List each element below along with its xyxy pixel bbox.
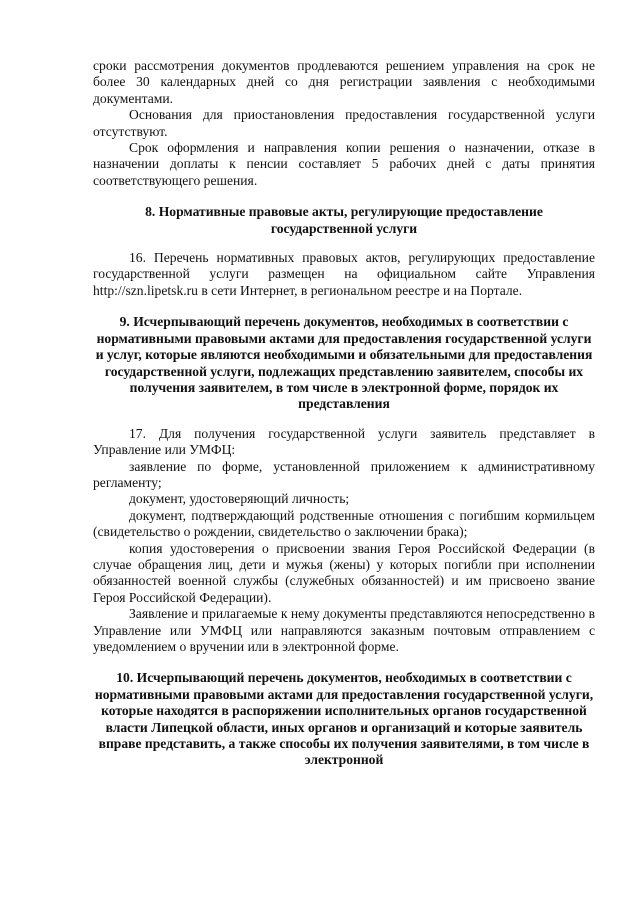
section-8-heading: 8. Нормативные правовые акты, регулирующие предоставление государственной услуги [145,204,543,236]
list-item: копия удостоверения о присвоении звания Героя Российской Федерации (в случае обращения лиц, дети и мужья (жены) у которых погибли при исполнении обязанностей военной службы (служебных обязанностей) и им присвоено звание Героя Российской Федерации). [93,540,595,605]
paragraph-16: 16. Перечень нормативных правовых актов, регулирующих предоставление государственной услуги размещен на официальном сайте Управления http://szn.lipetsk.ru в сети Интернет, в региональном реестре и на Портале. [93,250,595,298]
paragraph-review-term: сроки рассмотрения документов продлеваются решением управления на срок не более 30 календарных дней со дня регистрации заявления с необходимыми документами. [93,58,595,106]
paragraph-no-suspension: Основания для приостановления предоставления государственной услуги отсутствуют. [93,107,595,139]
required-documents-list [93,459,595,607]
spacer [93,299,595,314]
spacer [93,413,595,426]
paragraph-17: 17. Для получения государственной услуги заявитель представляет в Управление или УМФЦ: [93,425,595,458]
spacer [93,189,595,204]
paragraph-submission: Заявление и прилагаемые к нему документы представляются непосредственно в Управление или УМФЦ или направляются заказным почтовым отправлением с уведомлением о вручении или в электронной форме. [93,606,595,654]
section-9-heading: 9. Исчерпывающий перечень документов, необходимых в соответствии с нормативными правовыми актами для предоставления государственной услуги и услуг, которые являются необходимыми и обязательными для предоставления государственной услуги, подлежащих представлению заявителем, способы их получения заявителем, в том числе в электронной форме, порядок их представления [95,314,593,412]
list-item: документ, подтверждающий родственные отношения с погибшим кормильцем (свидетельство о рождении, свидетельство о заключении брака); [93,507,595,540]
list-item: документ, удостоверяющий личность; [129,491,350,507]
section-10-heading: 10. Исчерпывающий перечень документов, необходимых в соответствии с нормативными правовыми актами для предоставления государственной услуги, которые находятся в распоряжении исполнительных органов государственной власти Липецкой области, иных органов и организаций и которые заявитель вправе представить, а также способы их получения заявителями, в том числе в электронной [94,670,594,768]
spacer [93,655,595,670]
list-item: заявление по форме, установленной приложением к административному регламенту; [93,458,595,490]
document-body [93,58,595,769]
paragraph-decision-term: Срок оформления и направления копии решения о назначении, отказе в назначении доплаты к пенсии составляет 5 рабочих дней с даты принятия соответствующего решения. [93,140,595,188]
spacer [93,237,595,250]
